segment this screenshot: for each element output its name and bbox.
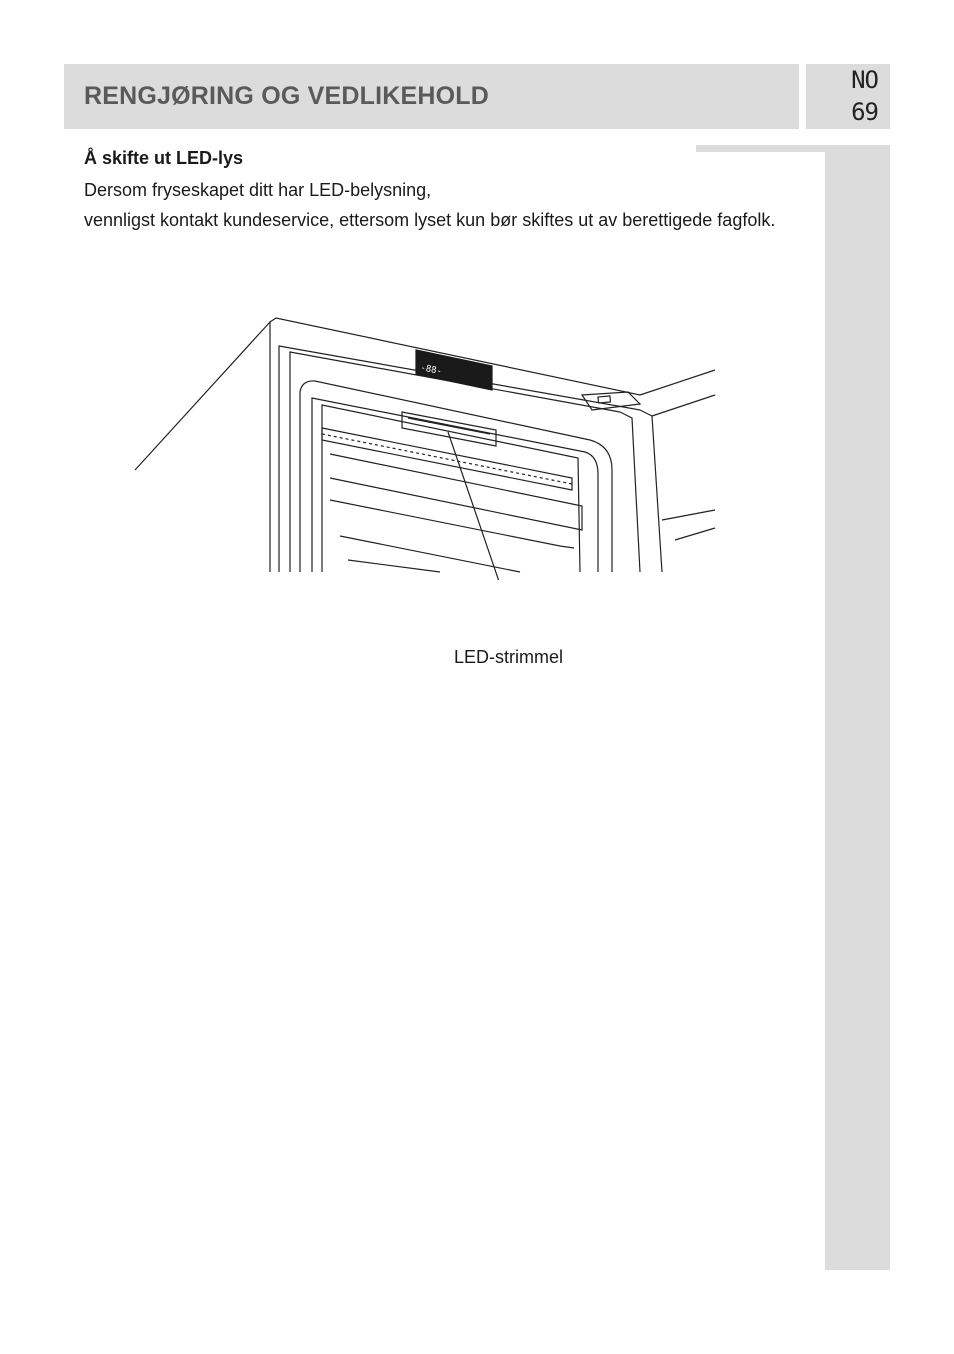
- display-readout: -88-: [419, 363, 443, 378]
- led-strip-label: LED-strimmel: [454, 647, 564, 667]
- freezer-interior-illustration: [120, 300, 720, 580]
- language-page-box: [806, 64, 890, 129]
- cabinet-outer-edge: [270, 318, 640, 572]
- led-strip: [322, 428, 572, 490]
- paragraph-1: Dersom fryseskapet ditt har LED-belysning,: [84, 180, 432, 200]
- margin-strip-side: [825, 145, 890, 1270]
- leader-line-led: [448, 432, 519, 580]
- paragraph-2: vennligst kontakt kundeservice, ettersom lyset kun bør skiftes ut av berettigede fagfolk.: [84, 210, 776, 230]
- shelf-3: [340, 536, 520, 572]
- page-number: 69: [851, 98, 878, 126]
- door-edge-inner: [620, 412, 640, 572]
- leader-line-left: [135, 322, 270, 470]
- header-bar: [64, 64, 799, 129]
- page-title: RENGJØRING OG VEDLIKEHOLD: [84, 82, 490, 110]
- shelf-1: [330, 454, 582, 530]
- section-title: Å skifte ut LED-lys: [84, 148, 244, 168]
- language-code: NO: [851, 66, 878, 94]
